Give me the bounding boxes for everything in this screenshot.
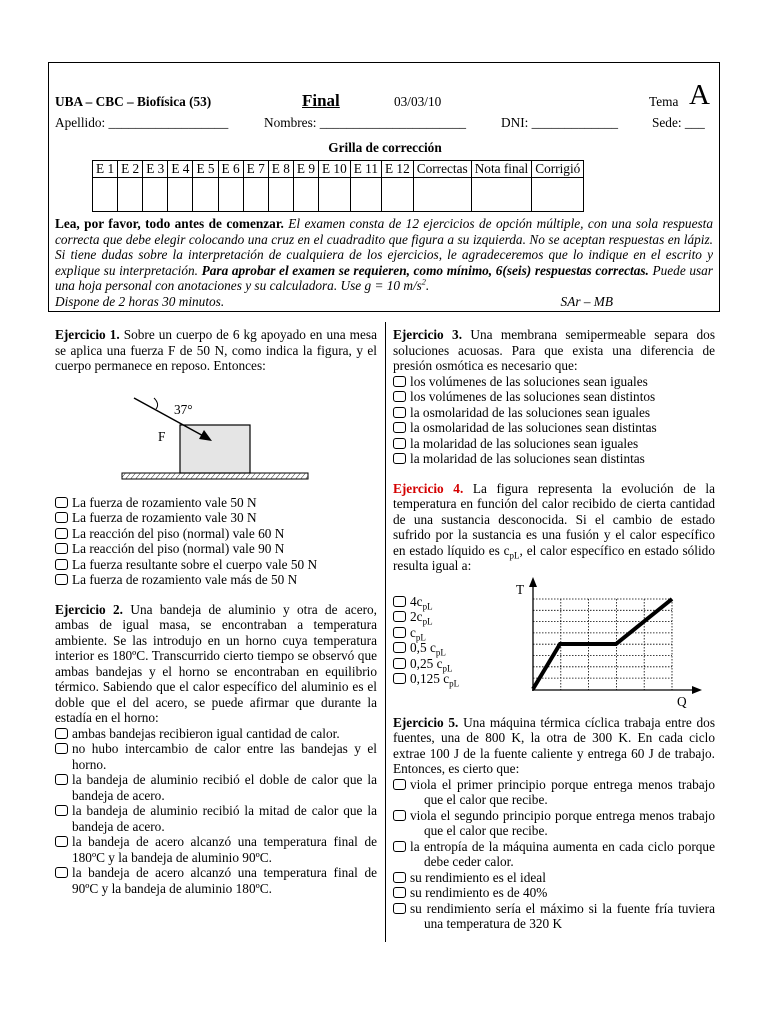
checkbox-icon[interactable] (55, 559, 68, 570)
grid-answer-cell[interactable] (350, 178, 381, 212)
ejercicio-3-statement: Una membrana semipermeable separa dos soluciones acuosas. Para que exista una diferencia de presión osmótica es necesario que: (393, 327, 715, 373)
grid-header-cell: E 11 (350, 161, 381, 178)
instr-end: . (425, 278, 430, 293)
checkbox-icon[interactable] (393, 658, 406, 669)
spacer (55, 588, 377, 602)
ejercicio-4-sub: pL (509, 550, 520, 561)
left-column (55, 327, 377, 896)
option-item[interactable] (393, 839, 715, 870)
tema-label: Tema (649, 94, 679, 109)
option-subscript: pL (449, 678, 460, 689)
option-label: la bandeja de acero alcanzó una temperatura final de 90ºC y la bandeja de aluminio 180ºC. (72, 865, 377, 896)
grid-answer-cell[interactable] (318, 178, 350, 212)
option-item[interactable] (55, 726, 377, 742)
option-item[interactable] (393, 594, 510, 610)
option-label: 0,5 c (410, 640, 436, 655)
option-subscript: pL (442, 663, 453, 674)
ejercicio-5-options (393, 777, 715, 932)
checkbox-icon[interactable] (393, 887, 406, 898)
option-label: La fuerza resultante sobre el cuerpo vale 50 N (72, 556, 318, 572)
apellido-field[interactable]: Apellido: __________________ (55, 115, 229, 130)
course-title: UBA – CBC – Biofísica (53) (55, 94, 212, 109)
force-arrow (134, 398, 207, 438)
option-label: c (410, 624, 416, 640)
grid-header-cell: E 12 (381, 161, 413, 178)
instr-bold-2: Para aprobar el examen se requieren, como mínimo, 6(seis) respuestas correctas. (201, 262, 649, 278)
checkbox-icon[interactable] (393, 779, 406, 790)
grid-answer-cell[interactable] (168, 178, 193, 212)
option-subscript: pL (422, 616, 433, 627)
option-item[interactable] (393, 451, 715, 467)
checkbox-icon[interactable] (55, 574, 68, 585)
option-item[interactable] (393, 885, 715, 901)
checkbox-icon[interactable] (393, 438, 406, 449)
checkbox-icon[interactable] (55, 528, 68, 539)
grid-answer-cell[interactable] (381, 178, 413, 212)
option-subscript: pL (422, 601, 433, 612)
ejercicio-2-text (55, 602, 377, 726)
checkbox-icon[interactable] (393, 627, 406, 638)
checkbox-icon[interactable] (393, 841, 406, 852)
option-item[interactable] (55, 526, 377, 542)
option-label: La reacción del piso (normal) vale 60 N (72, 525, 285, 541)
option-label: viola el primer principio porque entrega menos trabajo que el calor que recibe. (410, 776, 715, 807)
grid-answer-cell[interactable] (413, 178, 471, 212)
grid-header-cell: E 6 (218, 161, 243, 178)
option-item[interactable] (393, 389, 715, 405)
dni-field[interactable]: DNI: _____________ (501, 115, 619, 130)
duration: Dispone de 2 horas 30 minutos. (55, 293, 225, 309)
grid-answer-cell[interactable] (532, 178, 584, 212)
option-item[interactable] (393, 609, 510, 625)
tema-letter: A (689, 79, 710, 111)
ejercicio-5-statement: Una máquina térmica cíclica trabaja entre dos fuentes, una de 800 K, la otra de 300 K. En cada ciclo extrae 100 J de la fuente caliente y entrega 60 J de trabajo. Entonces, es cierto que: (393, 714, 715, 776)
option-label: la bandeja de aluminio recibió el doble de calor que la bandeja de acero. (72, 772, 377, 803)
option-label: la bandeja de acero alcanzó una temperatura final de 180ºC y la bandeja de aluminio 90ºC. (72, 834, 377, 865)
grid-answer-cell[interactable] (471, 178, 532, 212)
y-axis-arrow-icon (529, 577, 537, 587)
grid-header-cell: E 8 (268, 161, 293, 178)
exam-type: Final (302, 91, 340, 110)
instr-bold-1: Lea, por favor, todo antes de comenzar. (55, 216, 284, 231)
checkbox-icon[interactable] (55, 497, 68, 508)
x-axis-arrow-icon (692, 686, 702, 694)
option-label: la osmolaridad de las soluciones sean distintas (410, 420, 657, 435)
checkbox-icon[interactable] (393, 810, 406, 821)
option-subscript: pL (435, 647, 446, 658)
ejercicio-2-statement: Una bandeja de aluminio y otra de acero, ambas de igual masa, se encontraban a temperatura ambiente. Se las introdujo en un horno cuya temperatura interior es 180ºC. Transcurrido cierto tiempo se observó que ambas bandejas y el horno se encontraban en equilibrio térmico. Sabiendo que el calor específico del aluminio es el doble que el del acero, se puede afirmar que durante la estadía en el horno: (55, 601, 377, 725)
option-label: 2c (410, 609, 423, 624)
checkbox-icon[interactable] (393, 391, 406, 402)
option-label: su rendimiento es de 40% (410, 885, 548, 900)
option-label: La fuerza de rozamiento vale 30 N (72, 510, 257, 525)
graph-x-label: Q (677, 693, 687, 709)
grid-title: Grilla de corrección (328, 140, 442, 155)
nombres-field[interactable]: Nombres: ______________________ (264, 115, 467, 130)
option-label: la entropía de la máquina aumenta en cada ciclo porque debe ceder calor. (410, 838, 715, 869)
option-item[interactable] (55, 772, 377, 803)
grid-header-cell: E 10 (318, 161, 350, 178)
instructions-footer (55, 294, 713, 310)
floor (122, 473, 308, 479)
column-divider (385, 322, 386, 942)
grid-header-cell: Corrigió (532, 161, 584, 178)
sede-field[interactable]: Sede: ___ (652, 115, 705, 130)
angle-arc (154, 398, 158, 409)
option-label: los volúmenes de las soluciones sean iguales (410, 373, 648, 389)
block (180, 425, 250, 473)
instr-text-1: El examen consta de 12 ejercicios de opción múltiple, con una sola respuesta correcta que debe elegir colocando una cruz en el cuadradito que figura a su izquierda. No se aceptan respuestas en lápiz. Si tiene dudas sobre la interpretación de cualquiera de los ejercicios, le agradeceremos que lo indique en el escrito y explique su interpretación. (55, 216, 713, 278)
checkbox-icon[interactable] (55, 805, 68, 816)
checkbox-icon[interactable] (55, 512, 68, 523)
ejercicio-1-title: Ejercicio 1. (55, 327, 120, 342)
ejercicio-1-statement: Sobre un cuerpo de 6 kg apoyado en una mesa se aplica una fuerza F de 50 N, como indica la figura, y el cuerpo permanece en reposo. Entonces: (55, 327, 377, 373)
ejercicio-3-title: Ejercicio 3. (393, 327, 463, 342)
option-label: no hubo intercambio de calor entre las bandejas y el horno. (72, 741, 377, 772)
ejercicio-1-text (55, 327, 377, 374)
ejercicio-5-title: Ejercicio 5. (393, 714, 459, 730)
grid-header-cell: E 4 (168, 161, 193, 178)
option-item[interactable] (393, 808, 715, 839)
ejercicio-4-graph (510, 574, 710, 709)
grid-answer-cell[interactable] (118, 178, 143, 212)
checkbox-icon[interactable] (55, 543, 68, 554)
graph-y-label: T (516, 581, 525, 597)
option-label: ambas bandejas recibieron igual cantidad de calor. (72, 725, 340, 741)
option-item[interactable] (55, 541, 377, 557)
checkbox-icon[interactable] (393, 872, 406, 883)
option-label: su rendimiento sería el máximo si la fuente fría tuviera una temperatura de 320 K (410, 900, 715, 931)
grid-header-cell: Nota final (471, 161, 532, 178)
ejercicio-2-title: Ejercicio 2. (55, 601, 124, 617)
ejercicio-3-options (393, 374, 715, 467)
grid-answer-cell[interactable] (243, 178, 268, 212)
option-label: la molaridad de las soluciones sean distintas (410, 451, 645, 466)
grid-answer-cell[interactable] (93, 178, 118, 212)
grid-header-cell: E 7 (243, 161, 268, 178)
grid-header-cell: E 1 (93, 161, 118, 178)
checkbox-icon[interactable] (393, 642, 406, 653)
force-label: F (158, 428, 166, 444)
ejercicio-4-options (393, 574, 510, 687)
ejercicio-4-row (393, 574, 715, 709)
checkbox-icon[interactable] (393, 453, 406, 464)
ejercicio-4-text (393, 481, 715, 574)
option-label: La reacción del piso (normal) vale 90 N (72, 541, 285, 556)
option-item[interactable] (55, 741, 377, 772)
checkbox-icon[interactable] (393, 422, 406, 433)
angle-label: 37° (174, 401, 193, 417)
grid-answer-cell[interactable] (268, 178, 293, 212)
grid-answer-cell[interactable] (218, 178, 243, 212)
checkbox-icon[interactable] (55, 728, 68, 739)
option-item[interactable] (393, 420, 715, 436)
checkbox-icon[interactable] (393, 407, 406, 418)
option-label: La fuerza de rozamiento vale más de 50 N (72, 572, 298, 587)
ejercicio-1-figure (110, 390, 320, 485)
spacer (393, 467, 715, 481)
grid-answer-cell[interactable] (293, 178, 318, 212)
option-item[interactable] (55, 572, 377, 588)
exam-date: 03/03/10 (394, 94, 442, 109)
option-label: la osmolaridad de las soluciones sean iguales (410, 404, 651, 420)
option-item[interactable] (393, 901, 715, 932)
option-item[interactable] (55, 803, 377, 834)
ejercicio-1-options (55, 495, 377, 588)
grid-header-cell: E 9 (293, 161, 318, 178)
right-column (393, 327, 715, 932)
option-item[interactable] (55, 865, 377, 896)
option-item[interactable] (393, 777, 715, 808)
option-label: La fuerza de rozamiento vale 50 N (72, 494, 257, 510)
authors: SAr – MB (560, 293, 613, 309)
option-item[interactable] (393, 625, 510, 641)
option-item[interactable] (55, 834, 377, 865)
option-label: 4c (410, 593, 423, 609)
checkbox-icon[interactable] (55, 743, 68, 754)
checkbox-icon[interactable] (393, 611, 406, 622)
checkbox-icon[interactable] (55, 836, 68, 847)
option-item[interactable] (393, 656, 510, 672)
ejercicio-5-text (393, 715, 715, 777)
grid-header-cell: Correctas (413, 161, 471, 178)
option-item[interactable] (393, 640, 510, 656)
option-item[interactable] (55, 557, 377, 573)
instructions (55, 216, 713, 309)
option-item[interactable] (393, 870, 715, 886)
ejercicio-3-text (393, 327, 715, 374)
option-subscript: pL (415, 632, 426, 643)
option-label: viola el segundo principio porque entrega menos trabajo que el calor que recibe. (410, 807, 715, 838)
ejercicio-4-title: Ejercicio 4. (393, 480, 464, 496)
ejercicio-4-statement-1: La figura representa la evolución de la temperatura en función del calor recibido de cierta cantidad de una sustancia desconocida. Si el cambio de estado sufrido por la sustancia es una fusión y el calor específico en estado líquido es c (393, 480, 715, 558)
checkbox-icon[interactable] (393, 903, 406, 914)
option-label: 0,125 c (410, 671, 450, 686)
checkbox-icon[interactable] (393, 673, 406, 684)
correction-grid (92, 160, 584, 212)
grid-answer-cell[interactable] (143, 178, 168, 212)
option-item[interactable] (393, 374, 715, 390)
instr-sup: 2 (421, 277, 426, 287)
checkbox-icon[interactable] (393, 376, 406, 387)
grid-header-cell: E 2 (118, 161, 143, 178)
option-item[interactable] (393, 671, 510, 687)
instr-text-2: Puede usar una hoja personal con anotaciones y su calculadora. Use g = 10 m/s (55, 262, 713, 293)
option-item[interactable] (393, 405, 715, 421)
option-item[interactable] (55, 495, 377, 511)
checkbox-icon[interactable] (393, 596, 406, 607)
option-label: la molaridad de las soluciones sean iguales (410, 435, 639, 451)
grid-answer-cell[interactable] (193, 178, 218, 212)
option-label: 0,25 c (410, 655, 443, 671)
option-label: su rendimiento es el ideal (410, 869, 546, 885)
option-label: la bandeja de aluminio recibió la mitad de calor que la bandeja de acero. (72, 803, 377, 834)
option-item[interactable] (393, 436, 715, 452)
option-item[interactable] (55, 510, 377, 526)
ejercicio-2-options (55, 726, 377, 897)
grid-header-cell: E 3 (143, 161, 168, 178)
ejercicio-4-statement-2: , el calor específico en estado sólido resulta igual a: (393, 542, 715, 573)
checkbox-icon[interactable] (55, 774, 68, 785)
grid-header-cell: E 5 (193, 161, 218, 178)
option-label: los volúmenes de las soluciones sean distintos (410, 389, 656, 404)
checkbox-icon[interactable] (55, 867, 68, 878)
